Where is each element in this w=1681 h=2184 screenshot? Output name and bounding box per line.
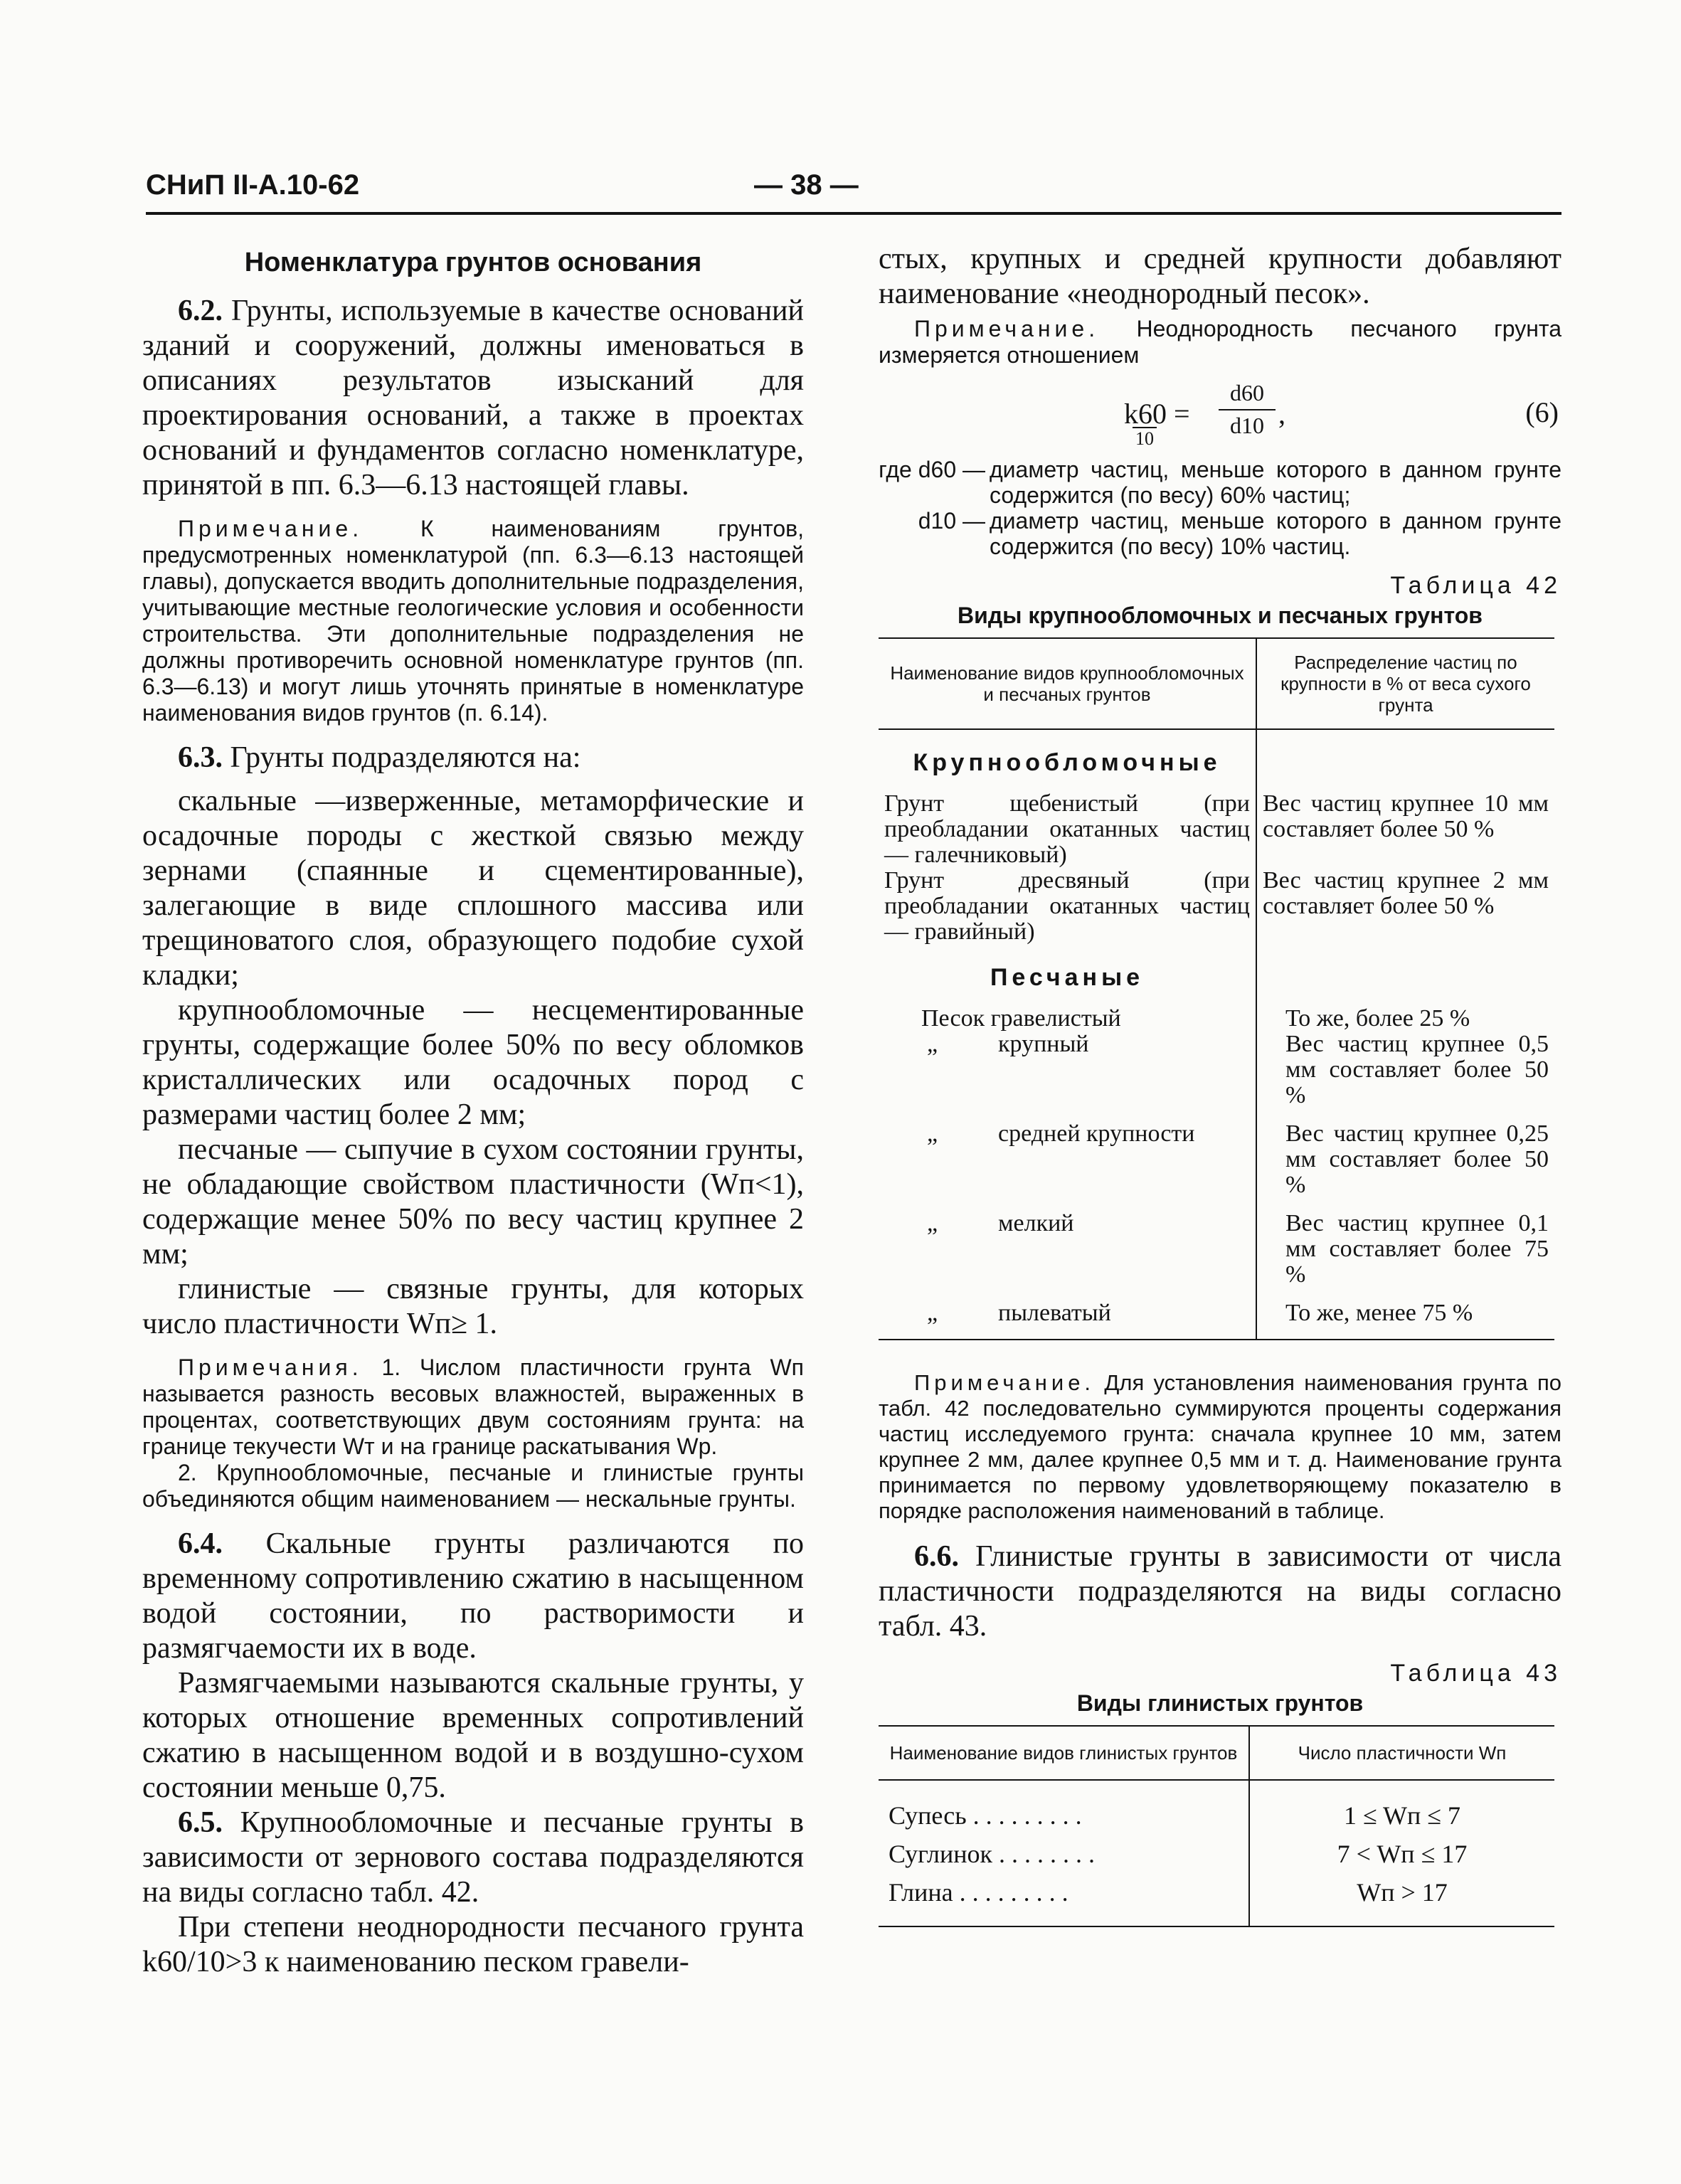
- paragraph-number: 6.3.: [178, 741, 223, 774]
- paragraph-6-4-b: Размягчаемыми называются скальные грунты, у которых отношение временных сопротивлений сжатию в насыщенном водой и в воздушно-сухом состоянии меньше 0,75.: [142, 1667, 804, 1804]
- legend-text: диаметр частиц, меньше которого в данном грунте содержится (по весу) 60% частиц;: [990, 457, 1561, 508]
- paragraph-text: Крупнообломочные и песчаные грунты в зависимости от зернового состава подразделяются на виды согласно табл. 42.: [142, 1806, 804, 1909]
- paragraph-number: 6.2.: [178, 295, 223, 327]
- table-row: [879, 1121, 1554, 1211]
- soil-distribution: Вес частиц крупнее 10 мм составляет более 50 %: [1263, 790, 1549, 842]
- table-42-title: Виды крупнообломочных и песчаных грунтов: [958, 603, 1483, 628]
- left-column: [142, 242, 804, 1980]
- table-row: [879, 1032, 1554, 1121]
- soil-name: Супесь . . . . . . . . .: [879, 1796, 1249, 1835]
- right-column: [879, 242, 1561, 1927]
- table-43-title: Виды глинистых грунтов: [1076, 1690, 1364, 1716]
- table-row: [879, 1300, 1554, 1340]
- note-3: [879, 316, 1561, 369]
- soil-name: Грунт дресвяный (при преобладании окатанных частиц — гравийный): [879, 868, 1256, 945]
- soil-name: Глина . . . . . . . . .: [879, 1873, 1249, 1926]
- legend-row: [879, 508, 1561, 559]
- soil-name: Песок гравелистый: [879, 1006, 1256, 1032]
- paragraph-6-6: [879, 1539, 1561, 1644]
- definition-coarse: крупнообломочные — несцементированные грунты, содержащие более 50% по весу обломков кристаллических или осадочных пород с размерами частиц более 2 мм;: [142, 994, 804, 1131]
- note-label: Примечание.: [914, 1370, 1096, 1395]
- definition-rock: скальные —изверженные, метаморфические и осадочные породы с жесткой связью между зернами (спаянные и сцементированные), залегающие в виде сплошного массива или трещиноватого слоя, образующего подобие сухой кладки;: [142, 785, 804, 992]
- soil-distribution: То же, менее 75 %: [1285, 1300, 1473, 1326]
- legend-symbol: где d60 —: [879, 457, 985, 482]
- legend-text: диаметр частиц, меньше которого в данном грунте содержится (по весу) 10% частиц.: [990, 508, 1561, 559]
- note-label: Примечание.: [914, 316, 1100, 341]
- fraction-bar: [1219, 409, 1276, 410]
- running-header: СНиП II-А.10-62: [146, 169, 360, 201]
- paragraph-6-2: [142, 294, 804, 503]
- soil-name: „ мелкий: [879, 1211, 1256, 1300]
- table-42: [879, 637, 1554, 1340]
- paragraph-6-5: [142, 1806, 804, 1910]
- formula-lhs-sub: 10: [1133, 427, 1157, 450]
- note-2: [142, 1355, 804, 1460]
- plasticity-range: Wп > 17: [1357, 1878, 1448, 1907]
- note-text: К наименованиям грунтов, предусмотренных номенклатурой (пп. 6.3—6.13 настоящей главы), допускается вводить дополнительные подразделения, учитывающие местные геологические условия и особенности строительства. Эти дополнительные подразделения не должны противоречить основной номенклатуре грунтов (пп. 6.3—6.13) и могут лишь уточнять принятые в номенклатуре наименования видов грунтов (п. 6.14).: [142, 516, 805, 726]
- table-row: [879, 1873, 1554, 1926]
- soil-distribution: Вес частиц крупнее 2 мм составляет более 50 %: [1263, 867, 1549, 919]
- table-row: [879, 1835, 1554, 1873]
- paragraph-number: 6.5.: [178, 1806, 223, 1839]
- paragraph-number: 6.4.: [178, 1527, 223, 1560]
- paragraph-text: Грунты подразделяются на:: [230, 741, 581, 774]
- table-row: [879, 1006, 1554, 1032]
- soil-distribution: То же, более 25 %: [1285, 1005, 1470, 1032]
- plasticity-range: 1 ≤ Wп ≤ 7: [1343, 1801, 1461, 1830]
- paragraph-continuation: стых, крупных и средней крупности добавляют наименование «неоднородный песок».: [879, 243, 1561, 310]
- table-43-label: Таблица 43: [1390, 1660, 1561, 1687]
- definition-sand: песчаные — сыпучие в сухом состоянии грунты, не обладающие свойством пластичности (Wп<1), содержащие менее 50% по весу частиц крупнее 2 мм;: [142, 1133, 804, 1271]
- paragraph-number: 6.6.: [914, 1540, 959, 1573]
- soil-name: „ средней крупности: [879, 1121, 1256, 1211]
- paragraph-6-4: [142, 1527, 804, 1666]
- legend-row: [879, 457, 1561, 508]
- note-label: Примечания.: [178, 1355, 363, 1380]
- legend-symbol: d10 —: [918, 508, 985, 534]
- table-row: [879, 1211, 1554, 1300]
- table-43: [879, 1725, 1554, 1927]
- table-row: [879, 791, 1554, 868]
- paragraph-text: Грунты, используемые в качестве оснований зданий и сооружений, должны именоваться в описаниях результатов изысканий для проектирования оснований, а также в проектах оснований и фундаментов согласно номенклатуре, принятой в пп. 6.3—6.13 настоящей главы.: [142, 295, 804, 502]
- group-label: Песчаные: [879, 945, 1256, 1006]
- paragraph-6-5-b: При степени неоднородности песчаного грунта k60/10>3 к наименованию песком гравели-: [142, 1911, 804, 1978]
- table-43-header-name: Наименование видов глинистых грунтов: [879, 1726, 1249, 1780]
- section-title: Номенклатура грунтов основания: [244, 248, 702, 277]
- soil-name: Суглинок . . . . . . . .: [879, 1835, 1249, 1873]
- table-42-header-name: Наименование видов крупнообломочных и песчаных грунтов: [879, 638, 1256, 729]
- note-4: [879, 1370, 1561, 1524]
- note-text: 1. Числом пластичности грунта Wп называется разность весовых влажностей, выраженных в процентах, соответствующих двум состояниям грунта: на границе текучести Wт и на границе раскатывания Wр.: [142, 1355, 805, 1459]
- table-row: [879, 868, 1554, 945]
- soil-name: Грунт щебенистый (при преобладании окатанных частиц — галечниковый): [879, 791, 1256, 868]
- formula-6: k60 = 10 d60 d10 , (6): [1124, 380, 1559, 449]
- definition-clay: глинистые — связные грунты, для которых число пластичности Wп≥ 1.: [142, 1273, 804, 1340]
- soil-name: „ крупный: [879, 1032, 1256, 1121]
- table-42-label: Таблица 42: [1390, 572, 1561, 599]
- table-43-header-value: Число пластичности Wп: [1249, 1726, 1554, 1780]
- note-text: Для установления наименования грунта по табл. 42 последовательно суммируются проценты содержания частиц исследуемого грунта: сначала крупнее 10 мм, затем крупнее 2 мм, далее крупнее 0,5 мм и т. д. Наименование грунта принимается по первому удовлетворяющему показателю в порядке расположения наименований в таблице.: [879, 1370, 1561, 1523]
- soil-distribution: Вес частиц крупнее 0,5 мм составляет более 50 %: [1285, 1031, 1549, 1108]
- note-label: Примечание.: [178, 516, 364, 541]
- formula-lhs: k60 =: [1124, 398, 1190, 430]
- formula-numerator: d60: [1230, 380, 1264, 405]
- paragraph-text: Глинистые грунты в зависимости от числа пластичности подразделяются на виды согласно табл. 43.: [879, 1540, 1562, 1643]
- paragraph-6-3: [142, 741, 804, 775]
- table-42-header-dist: Распределение частиц по крупности в % от веса сухого грунта: [1256, 638, 1554, 729]
- note-1: [142, 516, 804, 726]
- group-label: Крупнообломочные: [879, 729, 1256, 791]
- formula-denominator: d10: [1230, 413, 1264, 438]
- paragraph-text: Скальные грунты различаются по временному сопротивлению сжатию в насыщенном водой состоянии, по растворимости и размягчаемости их в воде.: [142, 1527, 805, 1665]
- page-number: — 38 —: [754, 169, 859, 201]
- soil-distribution: Вес частиц крупнее 0,1 мм составляет более 75 %: [1285, 1210, 1549, 1288]
- header-rule: [146, 212, 1561, 215]
- formula-number: (6): [1525, 396, 1559, 428]
- note-text: Неоднородность песчаного грунта измеряется отношением: [879, 316, 1562, 368]
- formula-legend: [879, 457, 1561, 559]
- table-row: [879, 1796, 1554, 1835]
- plasticity-range: 7 < Wп ≤ 17: [1337, 1840, 1468, 1868]
- soil-distribution: Вес частиц крупнее 0,25 мм составляет более 50 %: [1285, 1120, 1549, 1198]
- soil-name: „ пылеватый: [879, 1300, 1256, 1340]
- note-2-item-2: 2. Крупнообломочные, песчаные и глинистые грунты объединяются общим наименованием — нескальные грунты.: [142, 1460, 804, 1512]
